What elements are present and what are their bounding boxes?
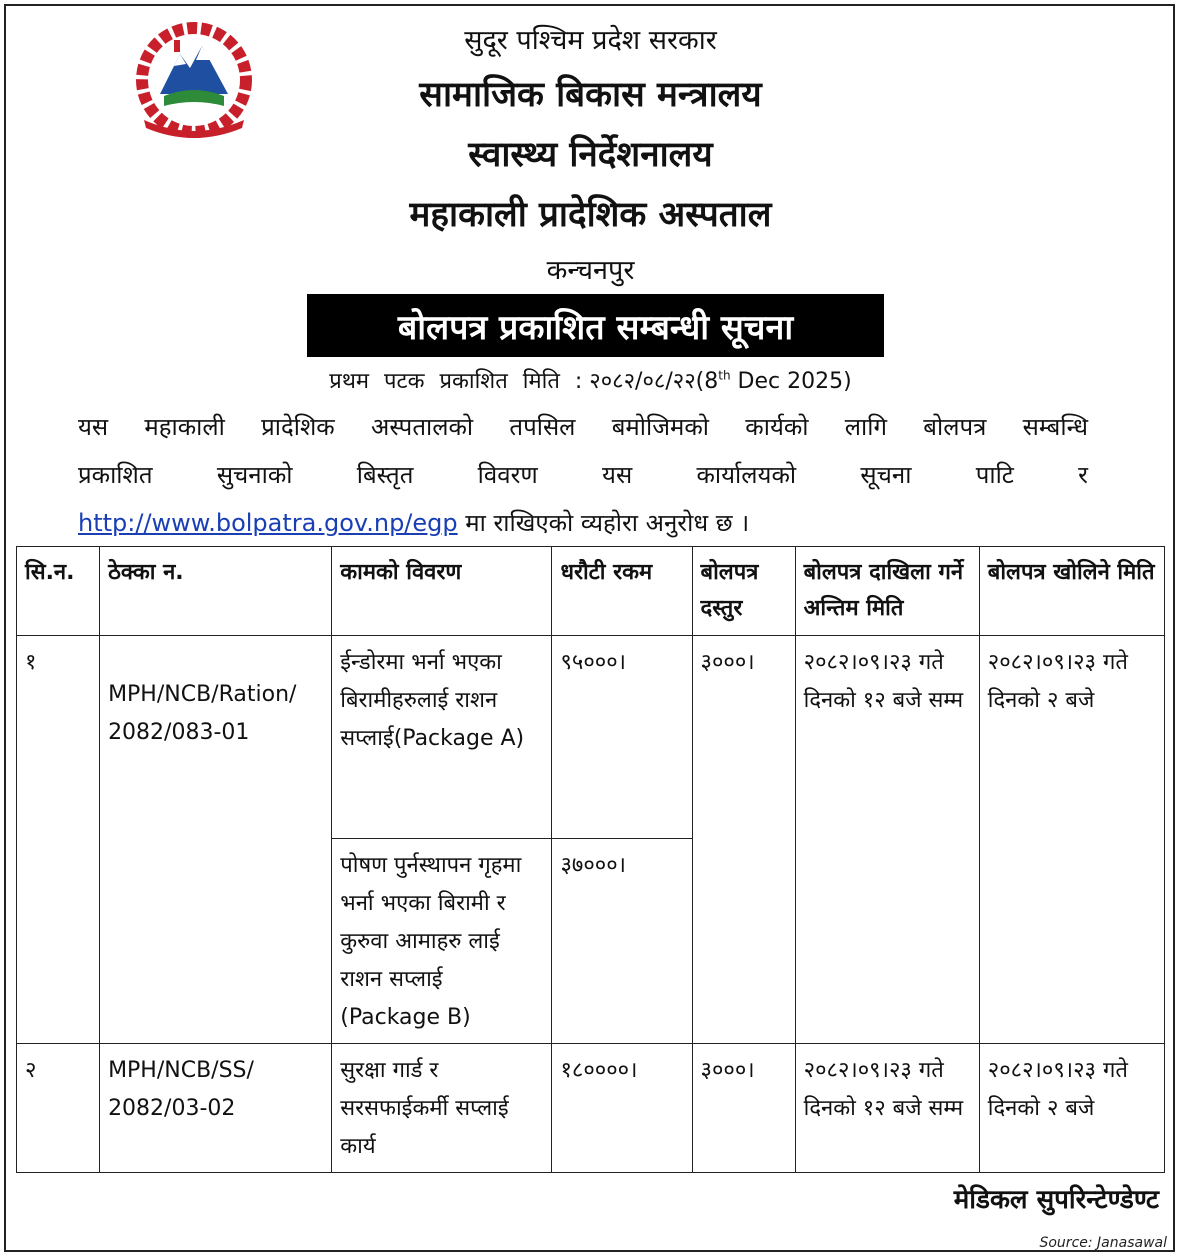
body-text-line-2: प्रकाशित सुचनाको बिस्तृत विवरण यस कार्यालयको सूचना पाटि र (78, 461, 1088, 489)
header-serial: सि.न. (17, 547, 100, 636)
description-cell: सुरक्षा गार्ड र सरसफाईकर्मी सप्लाई कार्य (332, 1044, 552, 1173)
bolpatra-link[interactable]: http://www.bolpatra.gov.np/egp (78, 509, 458, 537)
body-text-line-3-rest: मा राखिएको व्यहोरा अनुरोध छ । (457, 509, 750, 537)
body-text-line-1: यस महाकाली प्रादेशिक अस्पतालको तपसिल बमोजिमको कार्यको लागि बोलपत्र सम्बन्धि (78, 413, 1088, 441)
header-submission-date: बोलपत्र दाखिला गर्ने अन्तिम मिति (795, 547, 979, 636)
serial-cell: २ (17, 1044, 100, 1173)
header-opening-date: बोलपत्र खोलिने मिति (979, 547, 1164, 636)
table-row (17, 1044, 1165, 1173)
notice-title: बोलपत्र प्रकाशित सम्बन्धी सूचना (397, 307, 794, 348)
opening-date-cell: २०८२।०९।२३ गते दिनको २ बजे (979, 636, 1164, 1044)
submission-date-cell: २०८२।०९।२३ गते दिनको १२ बजे सम्म (795, 1044, 979, 1173)
table-header-row (17, 547, 1165, 636)
header-fee: बोलपत्र दस्तुर (692, 547, 795, 636)
ministry-title: सामाजिक बिकास मन्त्रालय (419, 75, 762, 115)
publication-date-sup: th (718, 368, 731, 383)
fee-cell: ३०००। (692, 636, 795, 1044)
publication-date-ad: Dec 2025) (730, 369, 852, 394)
description-cell: ईन्डोरमा भर्ना भएका बिरामीहरुलाई राशन सप्लाई(Package A) (332, 636, 552, 839)
serial-cell: १ (17, 636, 100, 1044)
deposit-cell: ३७०००। (552, 839, 692, 1044)
deposit-cell: १८००००। (552, 1044, 692, 1173)
hospital-title: महाकाली प्रादेशिक अस्पताल (409, 195, 772, 235)
table-row (17, 636, 1165, 839)
government-title: सुदूर पश्चिम प्रदेश सरकार (464, 25, 717, 56)
contract-no-cell: MPH/NCB/Ration/ 2082/083-01 (100, 636, 332, 1044)
description-cell: पोषण पुर्नस्थापन गृहमा भर्ना भएका बिरामी र कुरुवा आमाहरु लाई राशन सप्लाई (Package B) (332, 839, 552, 1044)
header-deposit: धरौटी रकम (552, 547, 692, 636)
directorate-title: स्वास्थ्य निर्देशनालय (468, 135, 713, 175)
publication-date (0, 365, 1181, 395)
submission-date-cell: २०८२।०९।२३ गते दिनको १२ बजे सम्म (795, 636, 979, 1044)
publication-label: प्रथम पटक प्रकाशित मिति : (329, 369, 583, 394)
body-text-line-3 (78, 506, 1088, 539)
fee-cell: ३०००। (692, 1044, 795, 1173)
notice-title-banner (307, 294, 884, 357)
header-description: कामको विवरण (332, 547, 552, 636)
contract-no-cell: MPH/NCB/SS/ 2082/03-02 (100, 1044, 332, 1173)
district-name: कन्चनपुर (546, 255, 635, 286)
tender-table (16, 546, 1165, 1173)
deposit-cell: ९५०००। (552, 636, 692, 839)
signature-title: मेडिकल सुपरिन्टेण्डेण्ट (953, 1185, 1159, 1215)
source-credit: Source: Janasawal (1039, 1235, 1167, 1251)
header-contract-no: ठेक्का न. (100, 547, 332, 636)
opening-date-cell: २०८२।०९।२३ गते दिनको २ बजे (979, 1044, 1164, 1173)
publication-date-bs: २०८२/०८/२२(8 (589, 369, 719, 394)
